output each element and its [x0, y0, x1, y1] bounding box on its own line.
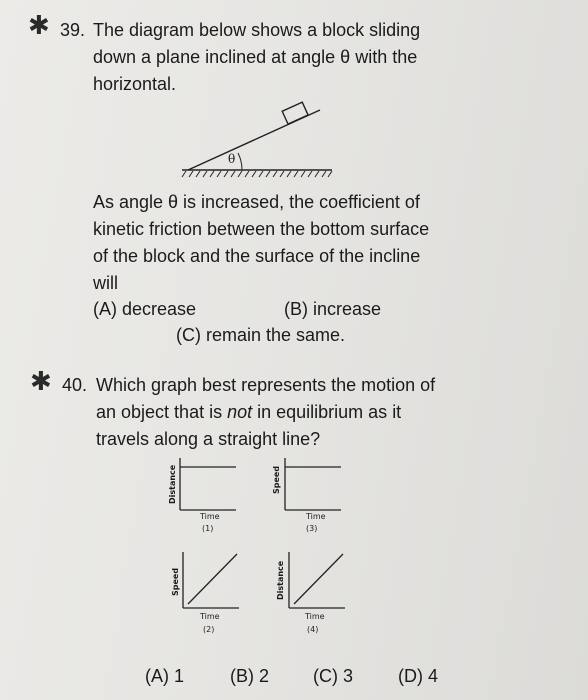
emphasis-not: not	[227, 402, 253, 422]
graph-1-ylabel: Distance	[168, 464, 177, 504]
question-39-number: 39.	[60, 20, 86, 40]
graph-3	[285, 458, 345, 518]
question-40-prompt-line-2	[96, 400, 401, 425]
question-39-body-line-4: will	[93, 273, 118, 293]
question-39-prompt-line-3: horizontal.	[93, 74, 177, 94]
question-39-body-line-1: As angle θ is increased, the coefficient of	[93, 192, 420, 212]
question-39-prompt-line-1: The diagram below shows a block sliding	[93, 20, 421, 40]
prompt-line-2-post: in equilibrium as it	[252, 402, 402, 422]
question-39-prompt-line-2: down a plane inclined at angle θ with the	[93, 47, 418, 67]
graph-1-number: (1)	[202, 524, 214, 533]
question-39-body-line-2: kinetic friction between the bottom surface	[93, 219, 430, 239]
graph-1-xlabel: Time	[200, 512, 220, 521]
graph-1	[180, 458, 240, 518]
graph-2	[183, 552, 243, 612]
choice-40-d[interactable]: (D) 4	[398, 666, 438, 686]
choice-39-c[interactable]: (C) remain the same.	[176, 325, 346, 345]
graph-3-xlabel: Time	[306, 512, 326, 521]
choice-40-c[interactable]: (C) 3	[313, 666, 353, 686]
graph-3-number: (3)	[306, 524, 318, 533]
prompt-line-2-pre: an object that is	[96, 402, 228, 422]
question-40-number: 40.	[62, 375, 88, 395]
choice-40-a[interactable]: (A) 1	[145, 666, 185, 686]
angle-theta-label: θ	[228, 152, 236, 166]
inclined-plane-diagram	[180, 92, 350, 182]
question-40-mark: ✱	[30, 366, 52, 396]
question-39-body-line-3: of the block and the surface of the incline	[93, 246, 421, 266]
graph-4	[289, 552, 349, 612]
graph-2-ylabel: Speed	[171, 567, 180, 596]
graph-2-xlabel: Time	[200, 612, 220, 621]
graph-2-number: (2)	[203, 625, 215, 634]
graph-4-ylabel: Distance	[276, 560, 285, 600]
choice-39-a[interactable]: (A) decrease	[93, 299, 197, 319]
question-40-prompt-line-1: Which graph best represents the motion of	[96, 375, 436, 395]
question-39-mark: ✱	[28, 10, 50, 40]
choice-39-b[interactable]: (B) increase	[284, 299, 382, 319]
graph-3-ylabel: Speed	[272, 465, 281, 494]
question-40-prompt-line-3: travels along a straight line?	[96, 429, 321, 449]
graph-4-xlabel: Time	[305, 612, 325, 621]
choice-40-b[interactable]: (B) 2	[230, 666, 270, 686]
graph-4-number: (4)	[307, 625, 319, 634]
